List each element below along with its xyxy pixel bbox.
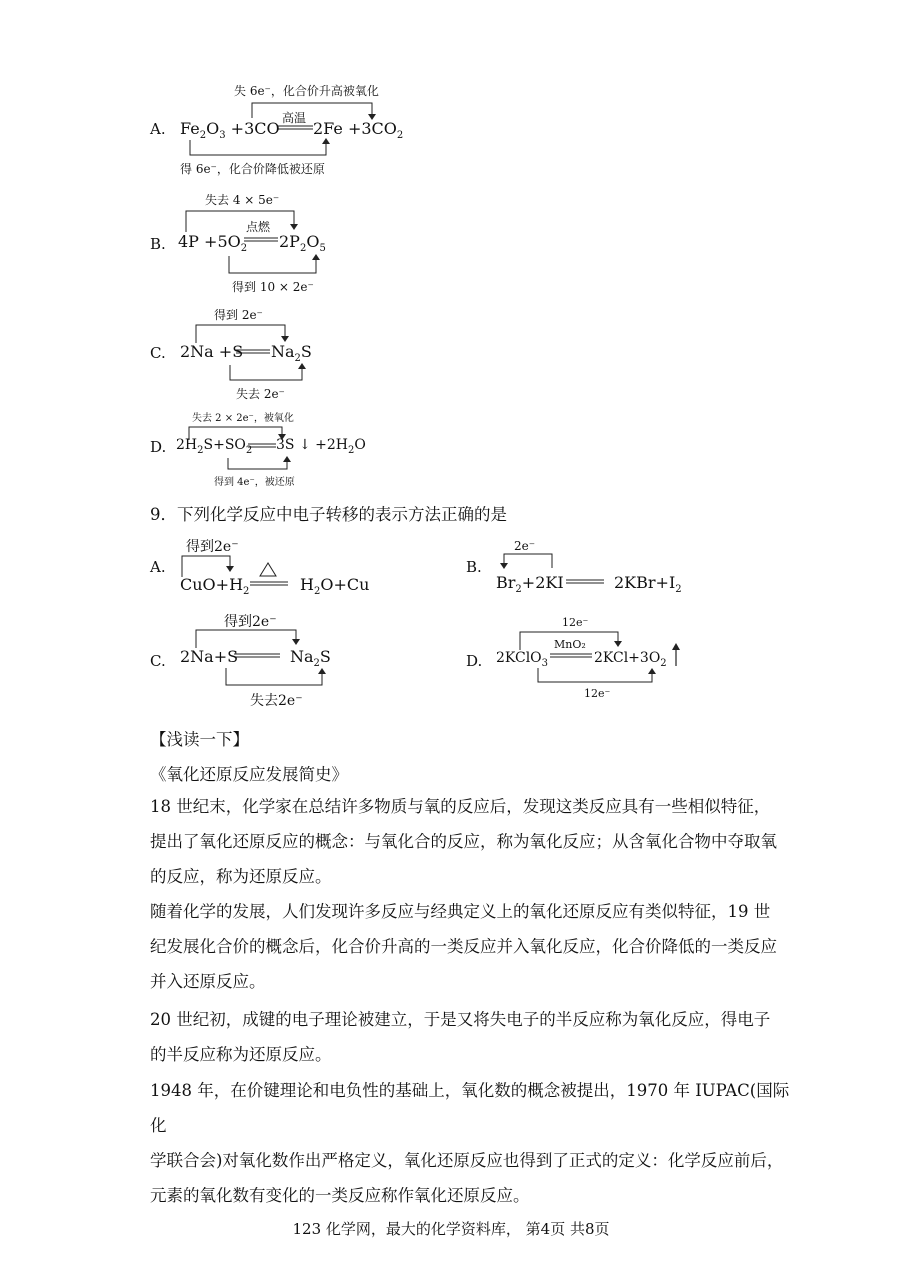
- q8d-equation-right: 3S ↓ $+2H_2O$: [276, 437, 366, 456]
- p2-line-1: 随着化学的发展，人们发现许多反应与经典定义上的氧化还原反应有类似特征，19 世: [150, 902, 771, 921]
- p4-line-2: 学联合会)对氧化数作出严格定义，氧化还原反应也得到了正式的定义：化学反应前后，: [150, 1151, 784, 1170]
- q8c-equation-right: $Na_2S$: [271, 342, 312, 365]
- q8a-equation-left: $Fe_2O_3 +3CO$: [180, 119, 280, 142]
- q8a-top-annotation: 失 6e⁻，化合价升高被氧化: [234, 84, 379, 98]
- reading-paragraph-3: [150, 1002, 790, 1072]
- q8a-bottom-annotation: 得 6e⁻，化合价降低被还原: [180, 162, 325, 176]
- q9a-equation-right: $H_2O+Cu$: [300, 575, 370, 598]
- q9c-equation-right: $Na_2S$: [290, 647, 331, 670]
- reading-title: 《氧化还原反应发展简史》: [150, 765, 348, 784]
- p2-line-3: 并入还原反应。: [150, 972, 266, 991]
- p3-line-2: 的半反应称为还原反应。: [150, 1045, 332, 1064]
- q9d-catalyst: MnO₂: [554, 638, 586, 651]
- q8b-equation-left: $4P +5O_2$: [178, 232, 248, 255]
- q8c-equation-left: 2Na +S: [180, 342, 244, 361]
- p2-line-2: 纪发展化合价的概念后，化合价升高的一类反应并入氧化反应，化合价降低的一类反应: [150, 937, 777, 956]
- q9b-equation-left: $Br_2+2KI$: [496, 573, 564, 596]
- q9c-equation-left: 2Na+S: [180, 647, 239, 666]
- q9d-equation-left: 2KClO$_3$: [496, 650, 549, 669]
- reading-paragraph-4: [150, 1073, 800, 1213]
- q9c-bottom-annotation: 失去2e⁻: [250, 693, 303, 709]
- q9b-equation-right: $2KBr+I_2$: [614, 573, 682, 596]
- q9d-bottom-annotation: 12e⁻: [584, 687, 611, 700]
- p1-line-2: 提出了氧化还原反应的概念：与氧化合的反应，称为氧化反应；从含氧化合物中夺取氧: [150, 832, 777, 851]
- q8a-equation-right: $2Fe +3CO_2$: [313, 119, 404, 142]
- q8b-equation-right: $2P_2O_5$: [279, 232, 326, 255]
- q9a-equation-left: $CuO+H_2$: [180, 575, 250, 598]
- q9-stem: 9．下列化学反应中电子转移的表示方法正确的是: [150, 505, 507, 524]
- reading-header: 【浅读一下】: [150, 730, 249, 749]
- q8b-condition: 点燃: [246, 220, 271, 234]
- q9d-top-annotation: 12e⁻: [562, 616, 589, 629]
- p1-line-1: 18 世纪末，化学家在总结许多物质与氧的反应后，发现这类反应具有一些相似特征，: [150, 797, 771, 816]
- q8a-condition: 高温: [282, 111, 307, 125]
- q8d-bottom-annotation: 得到 4e⁻，被还原: [214, 477, 295, 488]
- q8d-equation-left: $2H_2S+SO_2$: [176, 437, 253, 456]
- q8b-letter: B.: [150, 235, 166, 253]
- q9a-top-annotation: 得到2e⁻: [186, 539, 239, 555]
- reading-paragraph-1: [150, 789, 790, 894]
- p4-line-3: 元素的氧化数有变化的一类反应称作氧化还原反应。: [150, 1186, 530, 1205]
- q9d-letter: D.: [466, 652, 483, 670]
- q9a-letter: A.: [150, 558, 166, 576]
- q9b-top-annotation: 2e⁻: [514, 539, 536, 553]
- q9c-letter: C.: [150, 652, 166, 670]
- q8b-top-annotation: 失去 4 × 5e⁻: [205, 193, 280, 207]
- q9d-equation-right: $2KCl+3O_2$: [594, 650, 667, 669]
- q8c-bottom-annotation: 失去 2e⁻: [236, 387, 285, 401]
- q8c-letter: C.: [150, 344, 166, 362]
- q8b-bottom-annotation: 得到 10 × 2e⁻: [232, 280, 314, 294]
- p1-line-3: 的反应，称为还原反应。: [150, 867, 332, 886]
- q9c-top-annotation: 得到2e⁻: [224, 614, 277, 630]
- p3-line-1: 20 世纪初，成键的电子理论被建立，于是又将失电子的半反应称为氧化反应，得电子: [150, 1010, 771, 1029]
- reading-paragraph-2: [150, 894, 790, 999]
- q9b-letter: B.: [466, 558, 482, 576]
- q8c-top-annotation: 得到 2e⁻: [214, 308, 263, 322]
- p4-line-1: 1948 年，在价键理论和电负性的基础上，氧化数的概念被提出，1970 年 IUPAC(国际化: [150, 1081, 790, 1135]
- q8d-top-annotation: 失去 2 × 2e⁻，被氧化: [192, 413, 294, 424]
- q8a-letter: A.: [150, 120, 166, 138]
- q8d-letter: D.: [150, 438, 167, 456]
- page-footer: 123 化学网，最大的化学资料库， 第4页 共8页: [292, 1220, 610, 1238]
